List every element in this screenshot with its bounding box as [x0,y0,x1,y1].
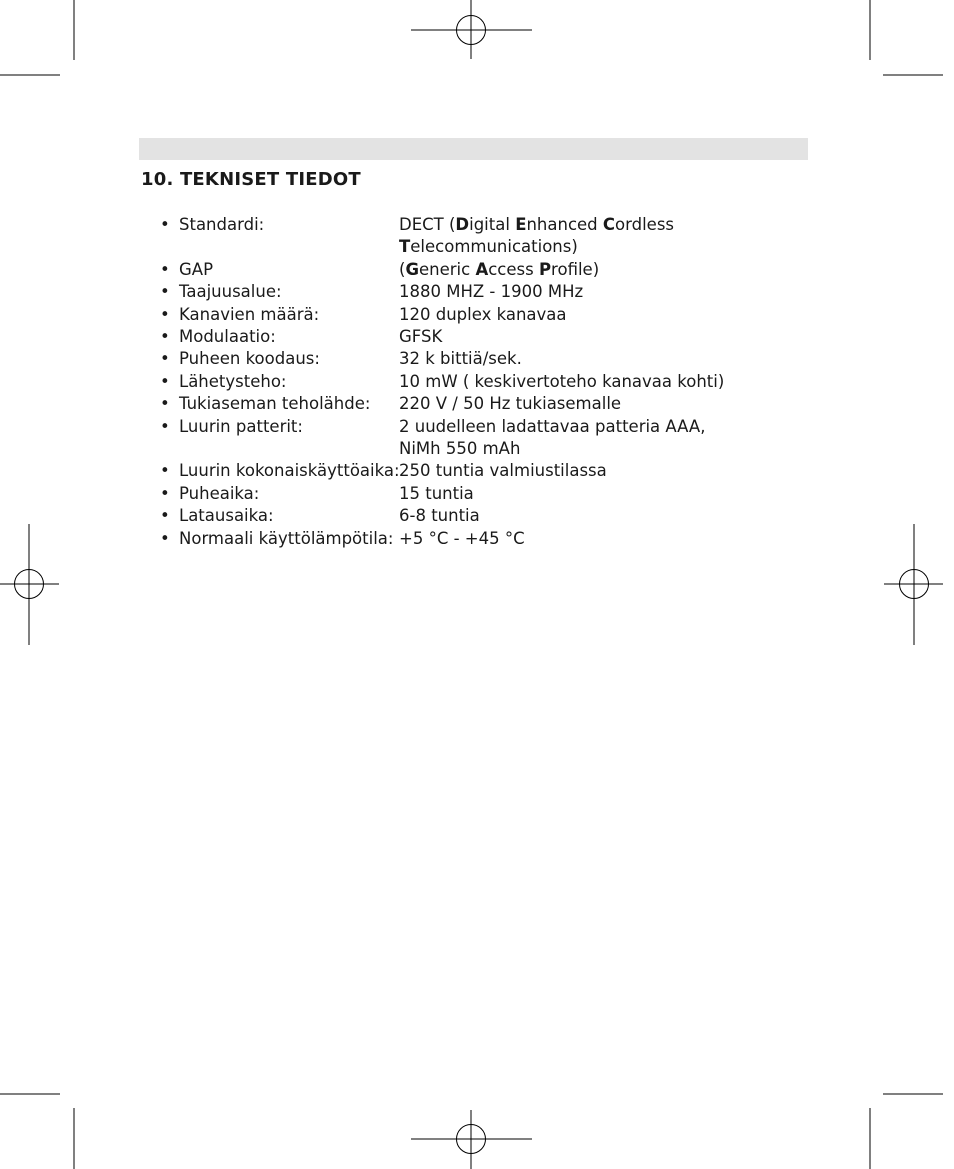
spec-label: Standardi: [179,215,265,234]
bullet: • [160,327,170,347]
spec-label: Modulaatio: [179,327,276,347]
spec-label: Tukiaseman teholähde: [179,394,371,414]
spec-value [399,393,800,415]
value-text: ( [399,259,406,279]
bullet: • [160,506,170,526]
spec-value [399,326,800,348]
value-text: ccess [488,259,539,279]
spec-item [160,281,800,303]
emphasis-letter: D [455,215,470,234]
spec-item [160,371,800,393]
value-text: 32 k bittiä/sek. [399,349,522,369]
spec-value [399,416,800,461]
spec-label: Luurin kokonaiskäyttöaika: [179,461,400,481]
spec-label: Kanavien määrä: [179,304,320,324]
spec-value-line [399,371,800,393]
spec-value-line [399,483,800,505]
spec-value-line [399,460,800,482]
section-title: 10. TEKNISET TIEDOT [141,169,361,190]
spec-item [160,483,800,505]
spec-value [399,371,800,393]
spec-item [160,326,800,348]
value-text: 1880 MHZ - 1900 MHz [399,282,584,302]
value-text: DECT ( [399,215,456,234]
spec-value-line [399,259,800,281]
value-text: rofile) [551,259,600,279]
spec-item [160,460,800,482]
spec-value [399,528,800,550]
spec-item [160,259,800,281]
spec-value [399,348,800,370]
registration-mark-bottom [411,1110,532,1169]
bullet: • [160,282,170,302]
value-text: NiMh 550 mAh [399,439,521,459]
spec-item [160,214,800,259]
bullet: • [160,215,170,234]
spec-label: Puheen koodaus: [179,349,320,369]
bullet: • [160,304,170,324]
value-text: 250 tuntia valmiustilassa [399,461,607,481]
emphasis-letter: P [538,259,552,279]
value-text: igital [469,215,516,234]
bullet: • [160,259,170,279]
value-text: +5 °C - +45 °C [399,528,525,548]
spec-value-line [399,348,800,370]
spec-label: Puheaika: [179,483,260,503]
spec-label: Taajuusalue: [179,282,282,302]
value-text: 6-8 tuntia [399,506,480,526]
value-text: GFSK [399,327,443,347]
spec-value-line [399,304,800,326]
spec-label: Latausaika: [179,506,274,526]
spec-value-line [399,214,800,236]
spec-value [399,259,800,281]
value-text: ordless [615,215,675,234]
spec-value-line [399,393,800,415]
spec-label: Lähetysteho: [179,371,287,391]
emphasis-letter: T [399,237,411,257]
spec-value [399,483,800,505]
spec-value [399,281,800,303]
spec-value-line [399,438,800,460]
spec-value [399,214,800,259]
spec-value-line [399,236,800,258]
value-text: eneric [418,259,476,279]
bullet: • [160,349,170,369]
spec-item [160,416,800,461]
value-text: 220 V / 50 Hz tukiasemalle [399,394,622,414]
spec-label: Normaali käyttölämpötila: [179,528,394,548]
value-text: 2 uudelleen ladattavaa patteria AAA, [399,416,706,436]
emphasis-letter: C [602,215,616,234]
bullet: • [160,371,170,391]
value-text: 15 tuntia [399,483,474,503]
spec-item [160,348,800,370]
registration-mark-top [411,0,532,59]
bullet: • [160,416,170,436]
bullet: • [160,528,170,548]
bullet: • [160,461,170,481]
value-text: 10 mW ( keskivertoteho kanavaa kohti) [399,371,725,391]
spec-value-line [399,505,800,527]
value-text: elecommunications) [410,237,578,257]
bullet: • [160,394,170,414]
spec-value-line [399,281,800,303]
spec-label: Luurin patterit: [179,416,303,436]
emphasis-letter: E [515,215,527,234]
spec-value-line [399,416,800,438]
spec-value-line [399,326,800,348]
spec-item [160,393,800,415]
header-bar [139,138,808,160]
value-text: nhanced [526,215,603,234]
emphasis-letter: A [475,259,489,279]
registration-mark-right [884,524,943,645]
spec-list [160,214,800,550]
spec-value-line [399,528,800,550]
spec-label: GAP [179,259,214,279]
spec-item [160,505,800,527]
spec-item [160,528,800,550]
value-text: 120 duplex kanavaa [399,304,567,324]
emphasis-letter: G [405,259,419,279]
spec-value [399,304,800,326]
spec-item [160,304,800,326]
bullet: • [160,483,170,503]
registration-mark-left [0,524,59,645]
spec-value [399,460,800,482]
spec-value [399,505,800,527]
